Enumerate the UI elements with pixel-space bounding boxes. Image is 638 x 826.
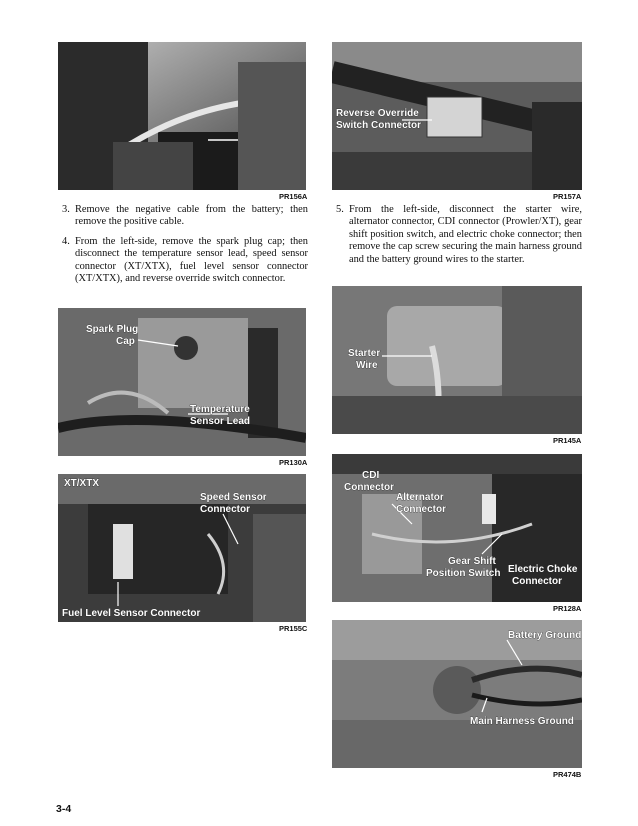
figure-code-pr128a: PR128A — [553, 604, 582, 613]
page-number: 3-4 — [56, 803, 72, 815]
step-number: 5. — [336, 204, 344, 215]
step-3 — [62, 204, 308, 229]
callout-alternator-connector: Connector — [396, 504, 446, 515]
callout-wire: Wire — [356, 360, 378, 371]
callout-alternator: Alternator — [396, 492, 444, 503]
callout-fuel-level: Fuel Level Sensor Connector — [62, 608, 201, 619]
callout-electric-choke: Electric Choke — [508, 564, 578, 575]
figure-code-pr155c: PR155C — [279, 624, 308, 633]
photo-alternator-connectors — [332, 454, 582, 602]
callout-switch-connector: Switch Connector — [336, 120, 422, 131]
photo-ground-wires — [332, 620, 582, 768]
step-4 — [62, 236, 308, 286]
photo-reverse-override-connector — [332, 42, 582, 190]
step-number: 3. — [62, 204, 70, 215]
callout-gear-shift: Gear Shift — [448, 556, 496, 567]
step-text: From the left-side, disconnect the starter wire, alternator connector, CDI connector (Prowler/XT), gear shift position switch, and electric choke connector; then remove the cap screw securing the main harness ground and the battery ground wires to the starter. — [349, 204, 582, 265]
figure-code-pr130a: PR130A — [279, 458, 308, 467]
photo-battery-cables — [58, 42, 306, 190]
callout-position-switch: Position Switch — [426, 568, 501, 579]
figure-code-pr157a: PR157A — [553, 192, 582, 201]
callout-temperature: Temperature — [190, 404, 250, 415]
callout-connector: Connector — [200, 504, 250, 515]
callout-spark-plug: Spark Plug — [86, 324, 139, 335]
photo-starter-wire — [332, 286, 582, 434]
callout-sensor-lead: Sensor Lead — [190, 416, 251, 427]
figure-code-pr156a: PR156A — [279, 192, 308, 201]
step-5 — [336, 204, 582, 266]
callout-battery-ground: Battery Ground — [508, 630, 582, 641]
photo-spark-plug-temperature — [58, 308, 306, 456]
callout-reverse-override: Reverse Override — [336, 108, 419, 119]
step-text: From the left-side, remove the spark plug cap; then disconnect the temperature sensor lead, speed sensor connector (XT/XTX), fuel level sensor connector (XT/XTX), and reverse override switch connector. — [75, 236, 308, 285]
callout-cdi: CDI — [362, 470, 380, 481]
callout-main-harness-ground: Main Harness Ground — [470, 716, 574, 727]
figure-code-pr474b: PR474B — [553, 770, 582, 779]
callout-starter: Starter — [348, 348, 381, 359]
photo-speed-fuel-sensor — [58, 474, 306, 622]
step-text: Remove the negative cable from the battery; then remove the positive cable. — [75, 204, 308, 228]
step-number: 4. — [62, 236, 70, 247]
callout-cap: Cap — [116, 336, 135, 347]
callout-choke-connector: Connector — [512, 576, 562, 587]
figure-code-pr145a: PR145A — [553, 436, 582, 445]
callout-xt-xtx: XT/XTX — [64, 478, 100, 489]
callout-cdi-connector: Connector — [344, 482, 394, 493]
callout-speed-sensor: Speed Sensor — [200, 492, 267, 503]
